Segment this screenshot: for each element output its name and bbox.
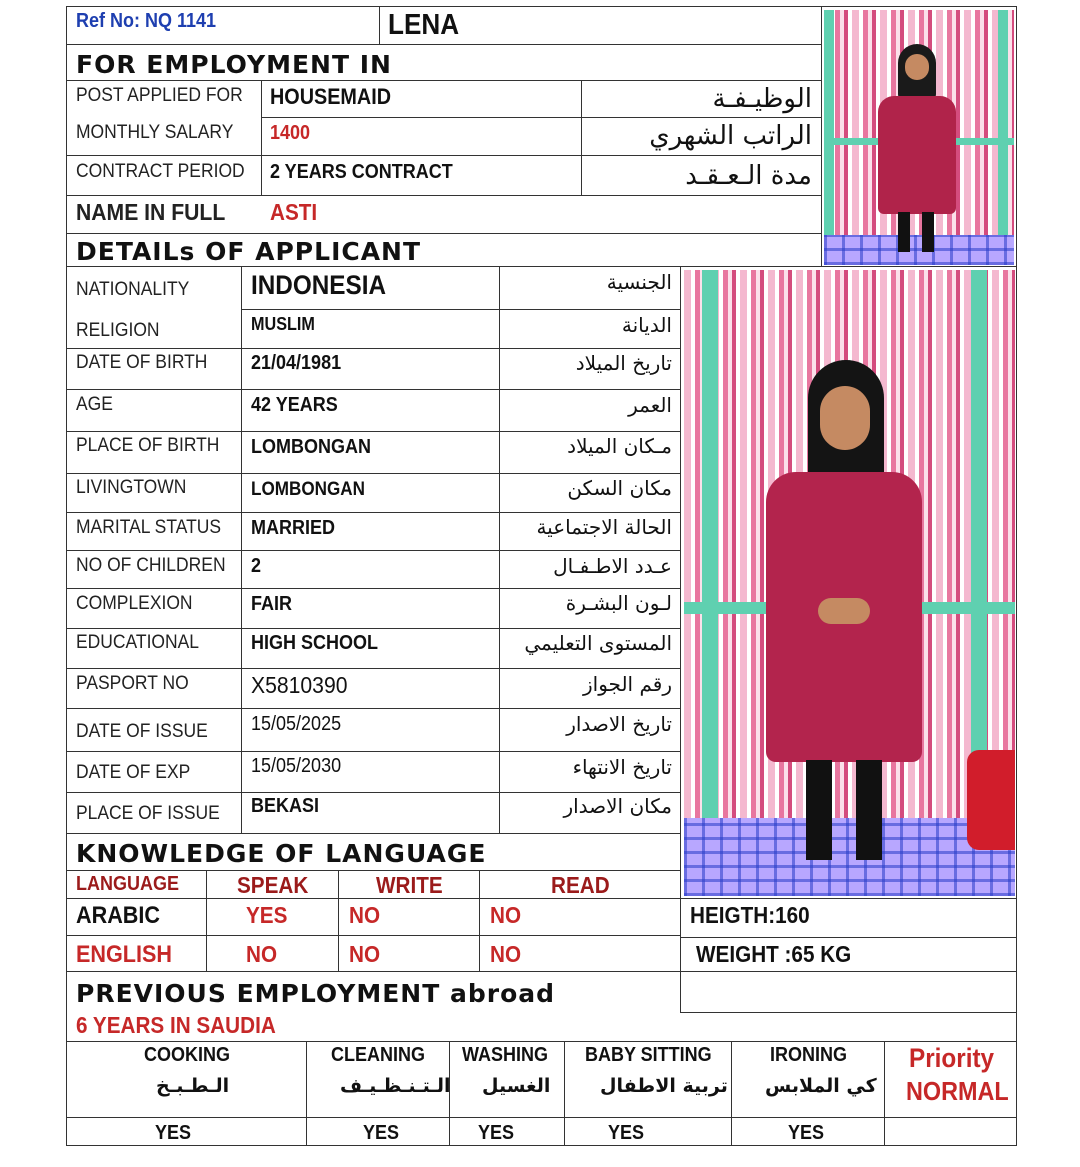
english-read: NO bbox=[490, 941, 522, 967]
previous-employment-title: PREVIOUS EMPLOYMENT abroad bbox=[76, 979, 556, 1008]
date-of-birth-label: DATE OF BIRTH bbox=[76, 352, 208, 373]
post-applied-value: HOUSEMAID bbox=[270, 84, 392, 109]
write-header: WRITE bbox=[376, 872, 443, 898]
skill-washing-label: WASHING bbox=[462, 1044, 549, 1066]
arabic-speak: YES bbox=[246, 902, 288, 928]
marital-status-value: MARRIED bbox=[251, 517, 336, 539]
arabic-language: ARABIC bbox=[76, 902, 160, 929]
english-language: ENGLISH bbox=[76, 941, 173, 968]
skill-ironing-label: IRONING bbox=[770, 1044, 848, 1066]
nationality-label: NATIONALITY bbox=[76, 279, 190, 300]
read-header: READ bbox=[551, 872, 610, 898]
date-of-issue-value: 15/05/2025 bbox=[251, 713, 342, 735]
skill-ironing-arabic: كي الملابس bbox=[765, 1075, 877, 1097]
post-applied-arabic: الوظيـفـة bbox=[712, 84, 812, 114]
passport-label: PASPORT NO bbox=[76, 673, 189, 694]
employment-section-title: FOR EMPLOYMENT IN bbox=[76, 50, 392, 79]
monthly-salary-arabic: الراتب الشهري bbox=[649, 121, 812, 151]
contract-period-value: 2 YEARS CONTRACT bbox=[270, 161, 453, 183]
religion-label: RELIGION bbox=[76, 320, 160, 341]
children-label: NO OF CHILDREN bbox=[76, 555, 226, 576]
complexion-value: FAIR bbox=[251, 593, 293, 615]
date-of-exp-arabic: تاريخ الانتهاء bbox=[572, 755, 672, 779]
language-section-title: KNOWLEDGE OF LANGUAGE bbox=[76, 839, 487, 868]
skill-babysitting-arabic: تربية الاطفال bbox=[600, 1075, 728, 1097]
height-value: HEIGTH:160 bbox=[690, 902, 810, 928]
passport-arabic: رقم الجواز bbox=[583, 672, 672, 696]
educational-label: EDUCATIONAL bbox=[76, 632, 200, 653]
language-header: LANGUAGE bbox=[76, 873, 180, 895]
livingtown-arabic: مكان السكن bbox=[567, 476, 672, 500]
monthly-salary-label: MONTHLY SALARY bbox=[76, 122, 234, 143]
english-write: NO bbox=[349, 941, 381, 967]
date-of-birth-value: 21/04/1981 bbox=[251, 352, 342, 374]
nationality-arabic: الجنسية bbox=[606, 270, 672, 294]
contract-period-arabic: مدة الـعـقـد bbox=[685, 161, 812, 191]
skill-babysitting-label: BABY SITTING bbox=[585, 1044, 712, 1066]
marital-status-label: MARITAL STATUS bbox=[76, 517, 222, 538]
full-name-label: NAME IN FULL bbox=[76, 199, 226, 225]
educational-value: HIGH SCHOOL bbox=[251, 632, 379, 654]
english-speak: NO bbox=[246, 941, 278, 967]
religion-arabic: الديانة bbox=[621, 313, 672, 337]
contract-period-label: CONTRACT PERIOD bbox=[76, 161, 245, 182]
age-label: AGE bbox=[76, 394, 113, 415]
date-of-exp-label: DATE OF EXP bbox=[76, 762, 191, 783]
nationality-value: INDONESIA bbox=[251, 270, 387, 300]
skill-washing-value: YES bbox=[478, 1122, 515, 1144]
speak-header: SPEAK bbox=[237, 872, 309, 898]
marital-status-arabic: الحالة الاجتماعية bbox=[536, 515, 672, 539]
children-arabic: عـدد الاطـفـال bbox=[553, 554, 672, 578]
place-of-issue-label: PLACE OF ISSUE bbox=[76, 803, 220, 824]
place-of-birth-value: LOMBONGAN bbox=[251, 436, 371, 458]
place-of-birth-arabic: مـكان الميلاد bbox=[567, 434, 672, 458]
applicant-photo-small bbox=[824, 10, 1014, 265]
complexion-arabic: لـون البشـرة bbox=[565, 591, 672, 615]
place-of-birth-label: PLACE OF BIRTH bbox=[76, 435, 220, 456]
skill-cooking-label: COOKING bbox=[144, 1044, 231, 1066]
skill-washing-arabic: الغسيل bbox=[482, 1075, 551, 1097]
weight-value: WEIGHT :65 KG bbox=[696, 941, 852, 967]
ref-number: Ref No: NQ 1141 bbox=[76, 10, 217, 32]
skill-cleaning-label: CLEANING bbox=[331, 1044, 426, 1066]
arabic-read: NO bbox=[490, 902, 522, 928]
skill-cleaning-arabic: الـتـنـظـيـف bbox=[340, 1075, 451, 1097]
age-arabic: العمر bbox=[628, 393, 672, 417]
skill-cooking-arabic: الـطـبـخ bbox=[156, 1075, 230, 1097]
place-of-issue-value: BEKASI bbox=[251, 795, 320, 817]
children-value: 2 bbox=[251, 555, 262, 577]
previous-employment-value: 6 YEARS IN SAUDIA bbox=[76, 1012, 276, 1038]
date-of-issue-arabic: تاريخ الاصدار bbox=[566, 712, 672, 736]
monthly-salary-value: 1400 bbox=[270, 122, 311, 144]
place-of-issue-arabic: مكان الاصدار bbox=[563, 794, 672, 818]
skill-cooking-value: YES bbox=[155, 1122, 192, 1144]
arabic-write: NO bbox=[349, 902, 381, 928]
priority-value: NORMAL bbox=[906, 1076, 1009, 1106]
skill-babysitting-value: YES bbox=[608, 1122, 645, 1144]
complexion-label: COMPLEXION bbox=[76, 593, 193, 614]
date-of-birth-arabic: تاريخ الميلاد bbox=[575, 351, 672, 375]
livingtown-value: LOMBONGAN bbox=[251, 479, 365, 500]
skill-ironing-value: YES bbox=[788, 1122, 825, 1144]
livingtown-label: LIVINGTOWN bbox=[76, 477, 187, 498]
educational-arabic: المستوى التعليمي bbox=[524, 631, 672, 655]
candidate-short-name: LENA bbox=[388, 9, 460, 41]
applicant-photo-large bbox=[684, 270, 1015, 896]
date-of-issue-label: DATE OF ISSUE bbox=[76, 721, 208, 742]
date-of-exp-value: 15/05/2030 bbox=[251, 755, 342, 777]
priority-label: Priority bbox=[909, 1043, 995, 1073]
skill-cleaning-value: YES bbox=[363, 1122, 400, 1144]
post-applied-label: POST APPLIED FOR bbox=[76, 85, 243, 106]
age-value: 42 YEARS bbox=[251, 394, 338, 416]
religion-value: MUSLIM bbox=[251, 314, 315, 334]
passport-value: X5810390 bbox=[251, 672, 348, 698]
full-name-value: ASTI bbox=[270, 199, 318, 225]
details-section-title: DETAILs OF APPLICANT bbox=[76, 237, 422, 266]
